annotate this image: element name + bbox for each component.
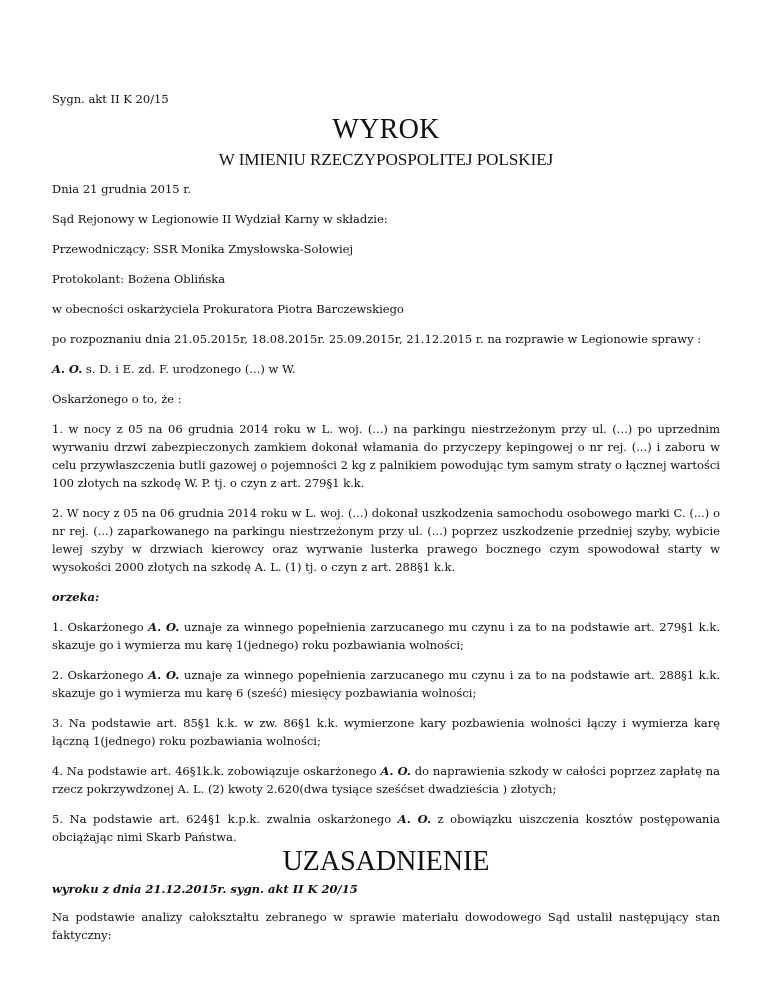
charged-line: Oskarżonego o to, że : bbox=[52, 392, 182, 406]
ruling-4-prefix: 4. Na podstawie art. 46§1k.k. zobowiązuje oskarżonego bbox=[52, 764, 381, 778]
ruling-4-defendant: A. O. bbox=[380, 764, 411, 778]
charge-1: 1. w nocy z 05 na 06 grudnia 2014 roku w L. woj. (...) na parkingu niestrzeżonym przy ul. (...) po uprzednim wyrwaniu drzwi zabezpieczonych zamkiem dokonał włamania do przyczepy kepingowej o nr rej. (...) i zaboru w celu przywłaszczenia butli gazowej o pojemności 2 kg z palnikiem powodując tym samym straty o łącznej wartości 100 złotych na szkodę W. P. tj. o czyn z art. 279§1 k.k. bbox=[52, 422, 720, 490]
hearing-dates-line: po rozpoznaniu dnia 21.05.2015r, 18.08.2015r. 25.09.2015r, 21.12.2015 r. na rozprawie w Legionowie sprawy : bbox=[52, 332, 702, 346]
charge-2: 2. W nocy z 05 na 06 grudnia 2014 roku w L. woj. (...) dokonał uszkodzenia samochodu osobowego marki C. (...) o nr rej. (...) zaparkowanego na parkingu niestrzeżonym przy ul. (...) poprzez uszkodzenie przedniej szyby, wybicie lewej szyby w drzwiach kierowcy oraz wyrwanie lusterka prawego bocznego czym spowodował starty w wysokości 2000 złotych na szkodę A. L. (1) tj. o czyn z art. 288§1 k.k. bbox=[52, 506, 720, 574]
date-line: Dnia 21 grudnia 2015 r. bbox=[52, 182, 192, 196]
ruling-2-prefix: 2. Oskarżonego bbox=[52, 668, 149, 682]
ruling-5-defendant: A. O. bbox=[397, 812, 431, 826]
court-line: Sąd Rejonowy w Legionowie II Wydział Karny w składzie: bbox=[52, 212, 388, 226]
ruling-3: 3. Na podstawie art. 85§1 k.k. w zw. 86§1 k.k. wymierzone kary pozbawienia wolności łączy i wymierza karę łączną 1(jednego) roku pozbawiania wolności; bbox=[52, 716, 720, 748]
justification-title: UZASADNIENIE bbox=[282, 846, 490, 877]
verdict-subtitle: W IMIENIU RZECZYPOSPOLITEJ POLSKIEJ bbox=[218, 150, 554, 169]
defendant-name: A. O. bbox=[52, 362, 83, 376]
ruling-2-defendant: A. O. bbox=[148, 668, 180, 682]
ruling-5-prefix: 5. Na podstawie art. 624§1 k.p.k. zwalnia oskarżonego bbox=[52, 812, 398, 826]
ruling-4-text: do naprawienia szkody w całości poprzez zapłatę na rzecz pokrzywdzonej A. L. (2) kwoty 2.620(dwa tysiące sześćset dwadzieścia ) złotych; bbox=[52, 764, 720, 796]
justification-intro: Na podstawie analizy całokształtu zebranego w sprawie materiału dowodowego Sąd ustalił następujący stan faktyczny: bbox=[52, 910, 720, 942]
ruling-1-text: uznaje za winnego popełnienia zarzucanego mu czynu i za to na podstawie art. 279§1 k.k. skazuje go i wymierza mu karę 1(jednego) roku pozbawiania wolności; bbox=[52, 620, 721, 652]
ruling-2-text: uznaje za winnego popełnienia zarzucanego mu czynu i za to na podstawie art. 288§1 k.k. skazuje go i wymierza mu karę 6 (sześć) miesięcy pozbawiania wolności; bbox=[52, 668, 721, 700]
ruling-1 bbox=[52, 618, 720, 654]
document-body bbox=[52, 90, 720, 956]
ruling-1-defendant: A. O. bbox=[148, 620, 180, 634]
case-signature: Sygn. akt II K 20/15 bbox=[52, 92, 169, 106]
ruling-2 bbox=[52, 666, 720, 702]
clerk-line: Protokolant: Bożena Oblińska bbox=[52, 272, 226, 286]
ruling-5-text: z obowiązku uiszczenia kosztów postępowania obciążając nimi Skarb Państwa. bbox=[52, 812, 720, 844]
ruling-4 bbox=[52, 762, 720, 798]
prosecutor-line: w obecności oskarżyciela Prokuratora Piotra Barczewskiego bbox=[52, 302, 404, 316]
verdict-title: WYROK bbox=[332, 114, 440, 145]
presiding-judge-line: Przewodniczący: SSR Monika Zmysłowska-Sołowiej bbox=[52, 242, 354, 256]
defendant-line bbox=[52, 360, 720, 378]
ruling-1-prefix: 1. Oskarżonego bbox=[52, 620, 149, 634]
ruling-5 bbox=[52, 810, 720, 846]
defendant-details: s. D. i E. zd. F. urodzonego (...) w W. bbox=[82, 362, 296, 376]
ruling-heading: orzeka: bbox=[52, 590, 100, 604]
justification-subtitle: wyroku z dnia 21.12.2015r. sygn. akt II K 20/15 bbox=[52, 882, 358, 896]
